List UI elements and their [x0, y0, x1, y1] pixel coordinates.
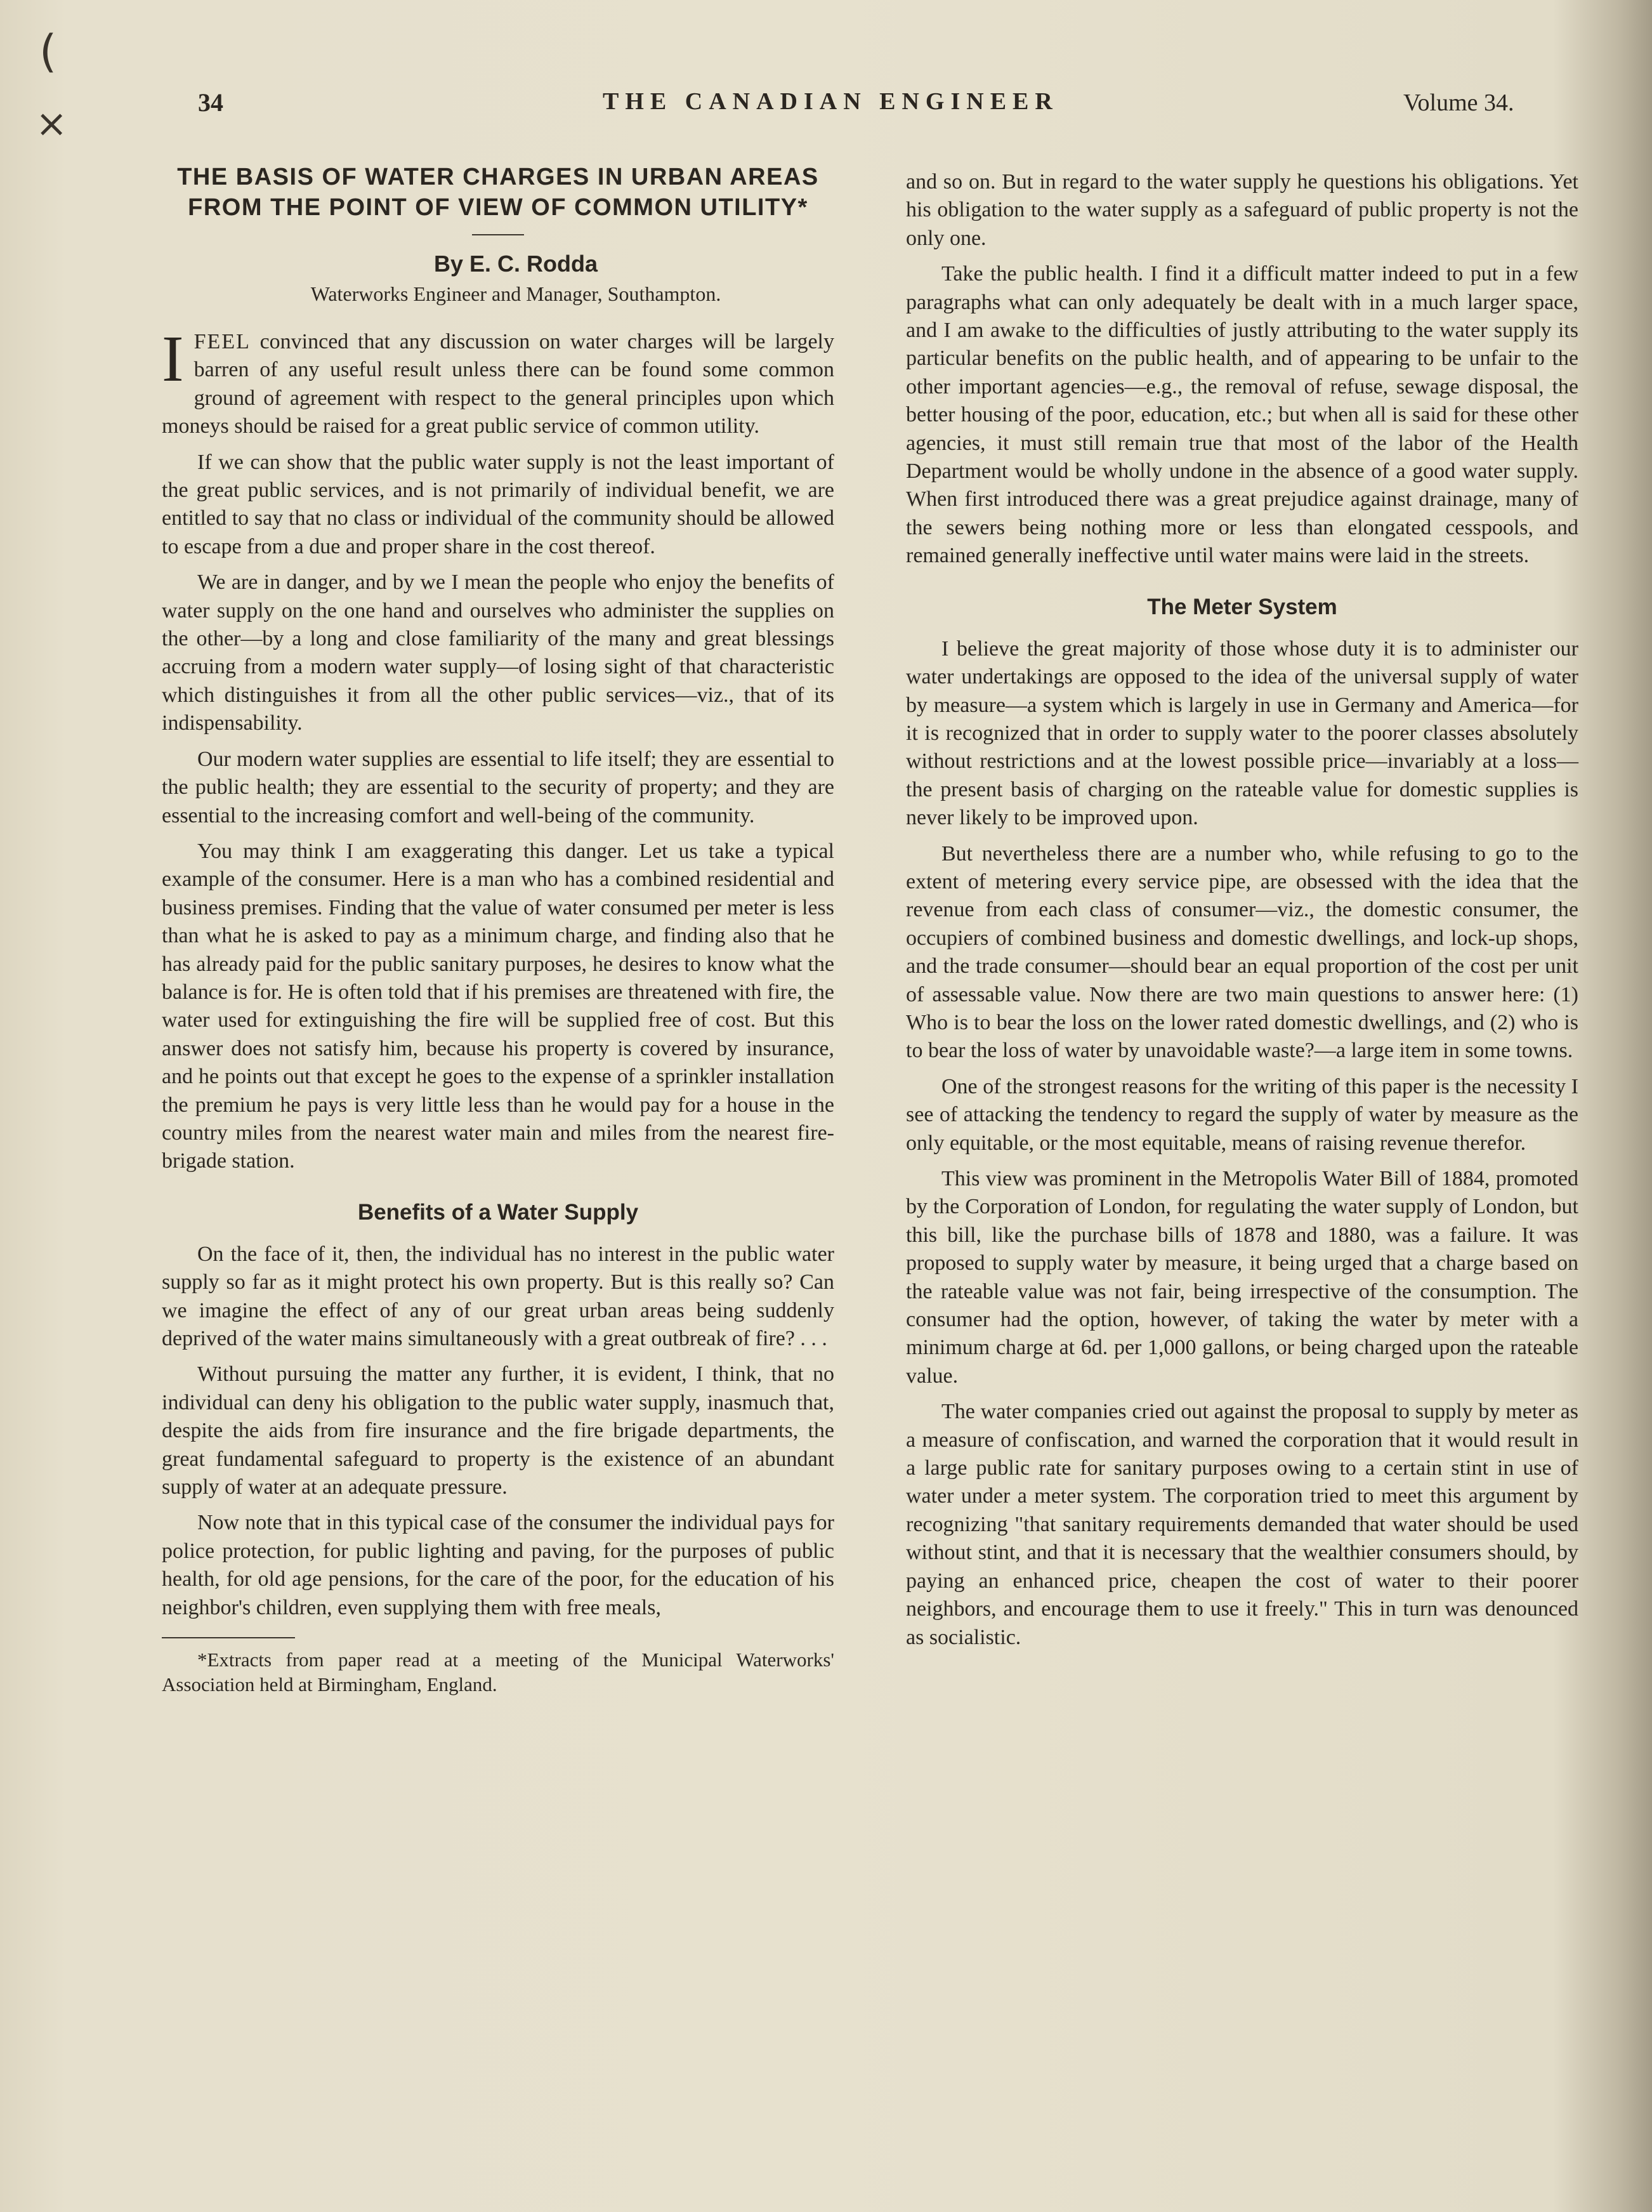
lead-paragraph — [162, 322, 834, 441]
paragraph: You may think I am exaggerating this danger. Let us take a typical example of the consumer. Here is a man who has a combined residential and business premises. Finding that the value of water consumed per meter is less than what he is asked to pay as a minimum charge, and finding also that he has already paid for the public sanitary purposes, he desires to know what the balance is for. He is often told that if his premises are threatened with fire, the water used for extinguishing the fire will be supplied free of cost. But this answer does not satisfy him, because his property is covered by insurance, and he points out that except he goes to the expense of a sprinkler installation the premium he pays is very little less than he would pay for a house in the country miles from the nearest water main and miles from the nearest fire-brigade station. — [162, 839, 834, 1173]
author-affiliation: Waterworks Engineer and Manager, Southampton. — [310, 282, 721, 305]
drop-cap: I — [162, 322, 184, 395]
volume-label: Volume 34. — [1403, 89, 1514, 116]
page-header — [0, 88, 1652, 132]
section-heading: Benefits of a Water Supply — [357, 1199, 639, 1225]
paragraph: Take the public health. I find it a difficult matter indeed to put in a few paragraphs what can only adequately be dealt with in a much larger space, and I am awake to the difficulties of justly attributing to the water supply its particular benefits on the public health, and of appearing to be unfair to the other important agencies—e.g., the removal of refuse, sewage disposal, the better housing of the poor, education, etc.; but when all is said for these other agencies, it must still remain true that most of the labor of the Health Department would be wholly undone in the absence of a good water supply. When first introduced there was a great prejudice against drainage, many of the sewers being nothing more or less than elongated cesspools, and remained generally ineffective until water mains were laid in the streets. — [906, 262, 1578, 568]
paragraph: and so on. But in regard to the water supply he questions his obligations. Yet his obligation to the water supply as a safeguard of public property is not the only one. — [906, 170, 1578, 250]
byline: By E. C. Rodda — [433, 251, 598, 277]
article-title: THE BASIS OF WATER CHARGES IN URBAN AREAS FROM THE POINT OF VIEW OF COMMON UTILITY* — [177, 164, 819, 221]
paragraph: The water companies cried out against the proposal to supply by meter as a measure of confiscation, and warned the corporation that it would result in a large public rate for sanitary purposes owing to a certain stint in use of water under a meter system. The corporation tried to meet this argument by recognizing "that sanitary requirements demanded that water should be used without stint, and that it is necessary that the wealthier consumers should, by paying an enhanced price, cheapen the cost of water to their poorer neighbors, and encourage them to use it freely." This in turn was denounced as socialistic. — [906, 1400, 1578, 1649]
lead-text: convinced that any discussion on water charges will be largely barren of any useful result unless there can be found some common ground of agreement with respect to the general principles upon which moneys should be raised for a great public service of common utility. — [162, 330, 834, 438]
paragraph: This view was prominent in the Metropolis Water Bill of 1884, promoted by the Corporation of London, for regulating the water supply of London, but this bill, like the purchase bills of 1878 and 1880, was a failure. It was proposed to supply water by measure, it being urged that a charge based on the rateable value was not fair, being irrespective of the consumption. The consumer had the option, however, of taking the water by meter with a minimum charge at 6d. per 1,000 gallons, or being charged upon the rateable value. — [906, 1167, 1578, 1388]
title-rule — [472, 234, 524, 235]
paragraph: On the face of it, then, the individual has no interest in the public water supply so far as it might protect his own property. But is this really so? Can we imagine the effect of any of our great urban areas being suddenly deprived of the water mains simultaneously with a great outbreak of fire? . . . — [162, 1242, 834, 1350]
paragraph: I believe the great majority of those whose duty it is to administer our water undertakings are opposed to the idea of the universal supply of water by measure—a system which is largely in use in Germany and America—for it is recognized that in order to supply water to the poorer classes absolutely without restrictions and at the lowest possible price—invariably at a loss—the present basis of charging on the rateable value for domestic supplies is never likely to be improved upon. — [906, 636, 1578, 830]
journal-title: THE CANADIAN ENGINEER — [603, 88, 1059, 115]
page-number: 34 — [198, 88, 223, 117]
section-heading: The Meter System — [1147, 594, 1337, 619]
footnote: *Extracts from paper read at a meeting of the Municipal Waterworks' Association held at Birmingham, England. — [162, 1649, 834, 1696]
paragraph: If we can show that the public water supply is not the least important of the great public services, and is not primarily of individual benefit, we are entitled to say that no class or individual of the community should be allowed to escape from a due and proper share in the cost thereof. — [162, 450, 834, 558]
right-column — [906, 168, 1578, 1659]
paragraph: Now note that in this typical case of the consumer the individual pays for police protection, for public lighting and paving, for the purposes of public health, for old age pensions, for the care of the poor, for the education of his neighbor's children, even supplying them with free meals, — [162, 1511, 834, 1619]
paragraph: One of the strongest reasons for the writing of this paper is the necessity I see of attacking the tendency to regard the supply of water by measure as the only equitable, or the most equitable, means of raising revenue therefor. — [906, 1074, 1578, 1155]
margin-pencil-mark: ( — [39, 25, 57, 77]
paragraph: But nevertheless there are a number who, while refusing to go to the extent of metering every service pipe, are obsessed with the idea that the revenue from each class of consumer—viz., the domestic consumer, the occupiers of combined business and domestic dwellings, and lock-up shops, and the trade consumer—should bear an equal proportion of the cost per unit of assessable value. Now there are two main questions to answer here: (1) Who is to bear the loss on the lower rated domestic dwellings, and (2) who is to bear the loss of water by unavoidable waste?—a large item in some towns. — [906, 841, 1578, 1063]
paragraph: Without pursuing the matter any further, it is evident, I think, that no individual can deny his obligation to the public water supply, inasmuch that, despite the aids from fire insurance and the fire brigade departments, the great fundamental safeguard to property is the existence of an abundant supply of water at an adequate pressure. — [162, 1362, 834, 1499]
margin-pencil-mark: × — [36, 102, 68, 146]
footnote-rule — [162, 1637, 295, 1638]
left-column — [162, 162, 834, 1697]
paragraph: We are in danger, and by we I mean the people who enjoy the benefits of water supply on the one hand and ourselves who administer the supplies on the other—by a long and close familiarity of the many and great blessings accruing from a modern water supply—of losing sight of that characteristic which distinguishes it from all the other public services—viz., that of its indispensability. — [162, 570, 834, 735]
lead-first-word: FEEL — [193, 330, 251, 353]
paragraph: Our modern water supplies are essential to life itself; they are essential to the public health; they are essential to the security of property; and they are essential to the increasing comfort and well-being of the community. — [162, 747, 834, 827]
